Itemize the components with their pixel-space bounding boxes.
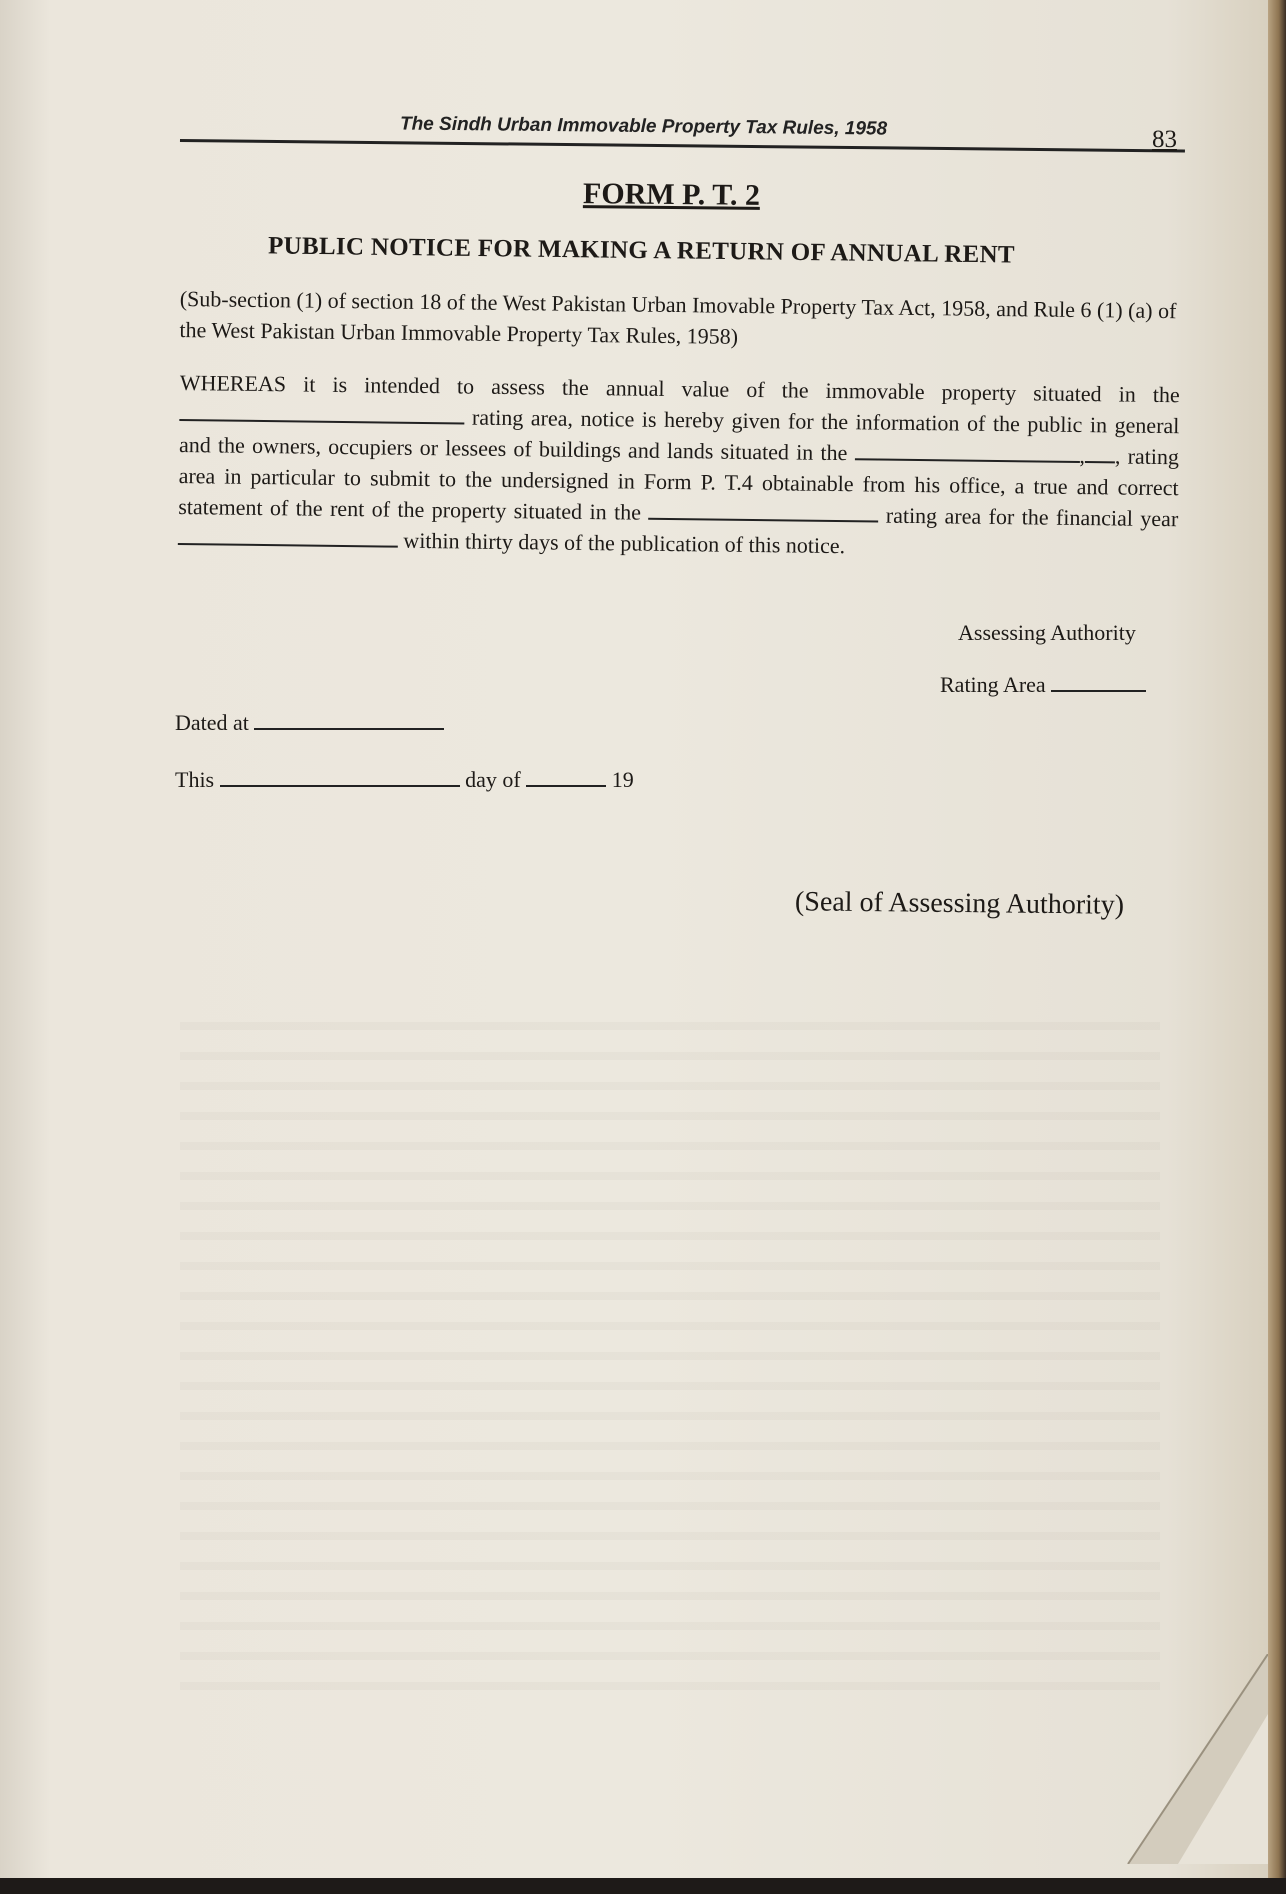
page-corner-fold bbox=[1088, 1654, 1268, 1864]
rating-area-blank-3[interactable] bbox=[1085, 443, 1115, 463]
header-rule bbox=[180, 139, 1185, 153]
running-header-title: The Sindh Urban Immovable Property Tax Rules, 1958 bbox=[399, 113, 888, 140]
this-day-line bbox=[175, 767, 634, 793]
form-title: FORM P. T. 2 bbox=[582, 177, 761, 212]
financial-year-blank[interactable] bbox=[178, 525, 398, 548]
subsection-reference: (Sub-section (1) of section 18 of the West Pakistan Urban Imovable Property Tax Act, 1958, and Rule 6 (1) (a) of the West Pakistan Urban Immovable Property Tax Rules, 1958) bbox=[179, 285, 1177, 349]
rating-area-blank-4[interactable] bbox=[648, 500, 878, 523]
day-blank[interactable] bbox=[220, 767, 460, 787]
rating-area-blank-1[interactable] bbox=[179, 401, 464, 424]
page-number: 83 bbox=[1152, 126, 1177, 153]
book-spine-edge bbox=[1268, 0, 1286, 1894]
rating-area-label: Rating Area bbox=[940, 672, 1046, 697]
bottom-shadow bbox=[0, 1878, 1286, 1894]
whereas-text-2: rating area, notice is hereby given for the information of the public in general and the owners, occupiers or lessees of buildings and lands situated in the bbox=[178, 404, 1180, 466]
rating-area-signature bbox=[940, 672, 1146, 698]
assessing-authority-label: Assessing Authority bbox=[958, 620, 1136, 645]
whereas-text-3: , bbox=[1079, 442, 1086, 469]
whereas-text-4: , rating area in particular to submit to the undersigned in Form P. T.4 obtainable from his office, a true and correct statement of the rent of the property situated in the bbox=[178, 443, 1180, 525]
day-of-label: day of bbox=[465, 767, 521, 792]
dated-at-line bbox=[175, 710, 444, 736]
show-through-text bbox=[180, 1000, 1160, 1700]
rating-area-signature-blank[interactable] bbox=[1051, 672, 1146, 692]
whereas-text-1: WHEREAS it is intended to assess the annual value of the immovable property situated in the bbox=[179, 369, 1180, 408]
month-blank[interactable] bbox=[526, 767, 606, 787]
whereas-text-6: within thirty days of the publication of this notice. bbox=[403, 527, 846, 559]
dated-at-blank[interactable] bbox=[254, 710, 444, 730]
whereas-text-5: rating area for the financial year bbox=[885, 502, 1179, 532]
whereas-paragraph bbox=[178, 367, 1180, 565]
notice-heading: PUBLIC NOTICE FOR MAKING A RETURN OF ANNUAL RENT bbox=[267, 232, 1016, 269]
dated-at-label: Dated at bbox=[175, 710, 249, 735]
this-label: This bbox=[175, 767, 215, 792]
year-prefix: 19 bbox=[611, 767, 634, 792]
seal-of-assessing-authority: (Seal of Assessing Authority) bbox=[794, 886, 1125, 921]
rating-area-blank-2[interactable] bbox=[854, 440, 1079, 463]
